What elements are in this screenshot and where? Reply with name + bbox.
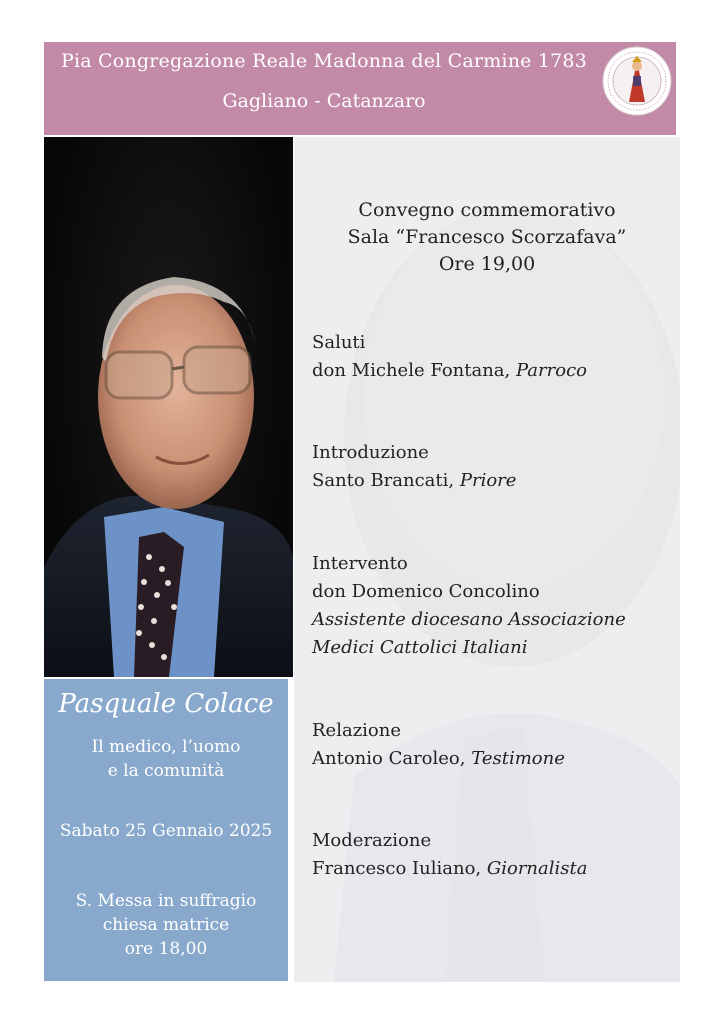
program-panel	[294, 137, 680, 982]
event-info	[294, 197, 680, 278]
program-item-intervento	[312, 550, 672, 662]
mass-info: S. Messa in suffragio chiesa matrice ore 18,00	[75, 891, 257, 959]
honoree-name: Pasquale Colace	[58, 689, 274, 719]
item-speaker: Santo Brancati, Priore	[312, 470, 517, 491]
congregation-seal-logo	[602, 46, 672, 116]
item-title: Introduzione	[312, 442, 429, 463]
header-subtitle: Gagliano - Catanzaro	[222, 90, 426, 112]
event-time: Ore 19,00	[438, 253, 536, 275]
item-speaker: Antonio Caroleo, Testimone	[312, 748, 565, 769]
item-speaker: don Michele Fontana, Parroco	[312, 360, 587, 381]
header-title: Pia Congregazione Reale Madonna del Carmine 1783	[61, 50, 587, 72]
item-speaker: Francesco Iuliano, Giornalista	[312, 858, 588, 879]
item-title: Saluti	[312, 332, 366, 353]
item-speaker: don Domenico Concolino	[312, 581, 540, 602]
item-title: Relazione	[312, 720, 402, 741]
item-title: Moderazione	[312, 830, 432, 851]
program-item-saluti	[312, 329, 672, 385]
program-item-introduzione	[312, 439, 672, 495]
item-role: Medici Cattolici Italiani	[312, 637, 528, 658]
header-banner	[44, 42, 676, 135]
event-type: Convegno commemorativo	[358, 199, 616, 221]
event-venue: Sala “Francesco Scorzafava”	[347, 226, 627, 248]
item-role: Assistente diocesano Associazione	[312, 609, 626, 630]
program-item-relazione	[312, 717, 672, 773]
portrait-illustration	[44, 137, 293, 677]
event-date: Sabato 25 Gennaio 2025	[59, 821, 273, 841]
honoree-subtitle: Il medico, l’uomo e la comunità	[91, 737, 241, 781]
item-title: Intervento	[312, 553, 408, 574]
portrait-photo	[44, 137, 293, 677]
honoree-box	[44, 679, 288, 981]
program-item-moderazione	[312, 827, 672, 883]
